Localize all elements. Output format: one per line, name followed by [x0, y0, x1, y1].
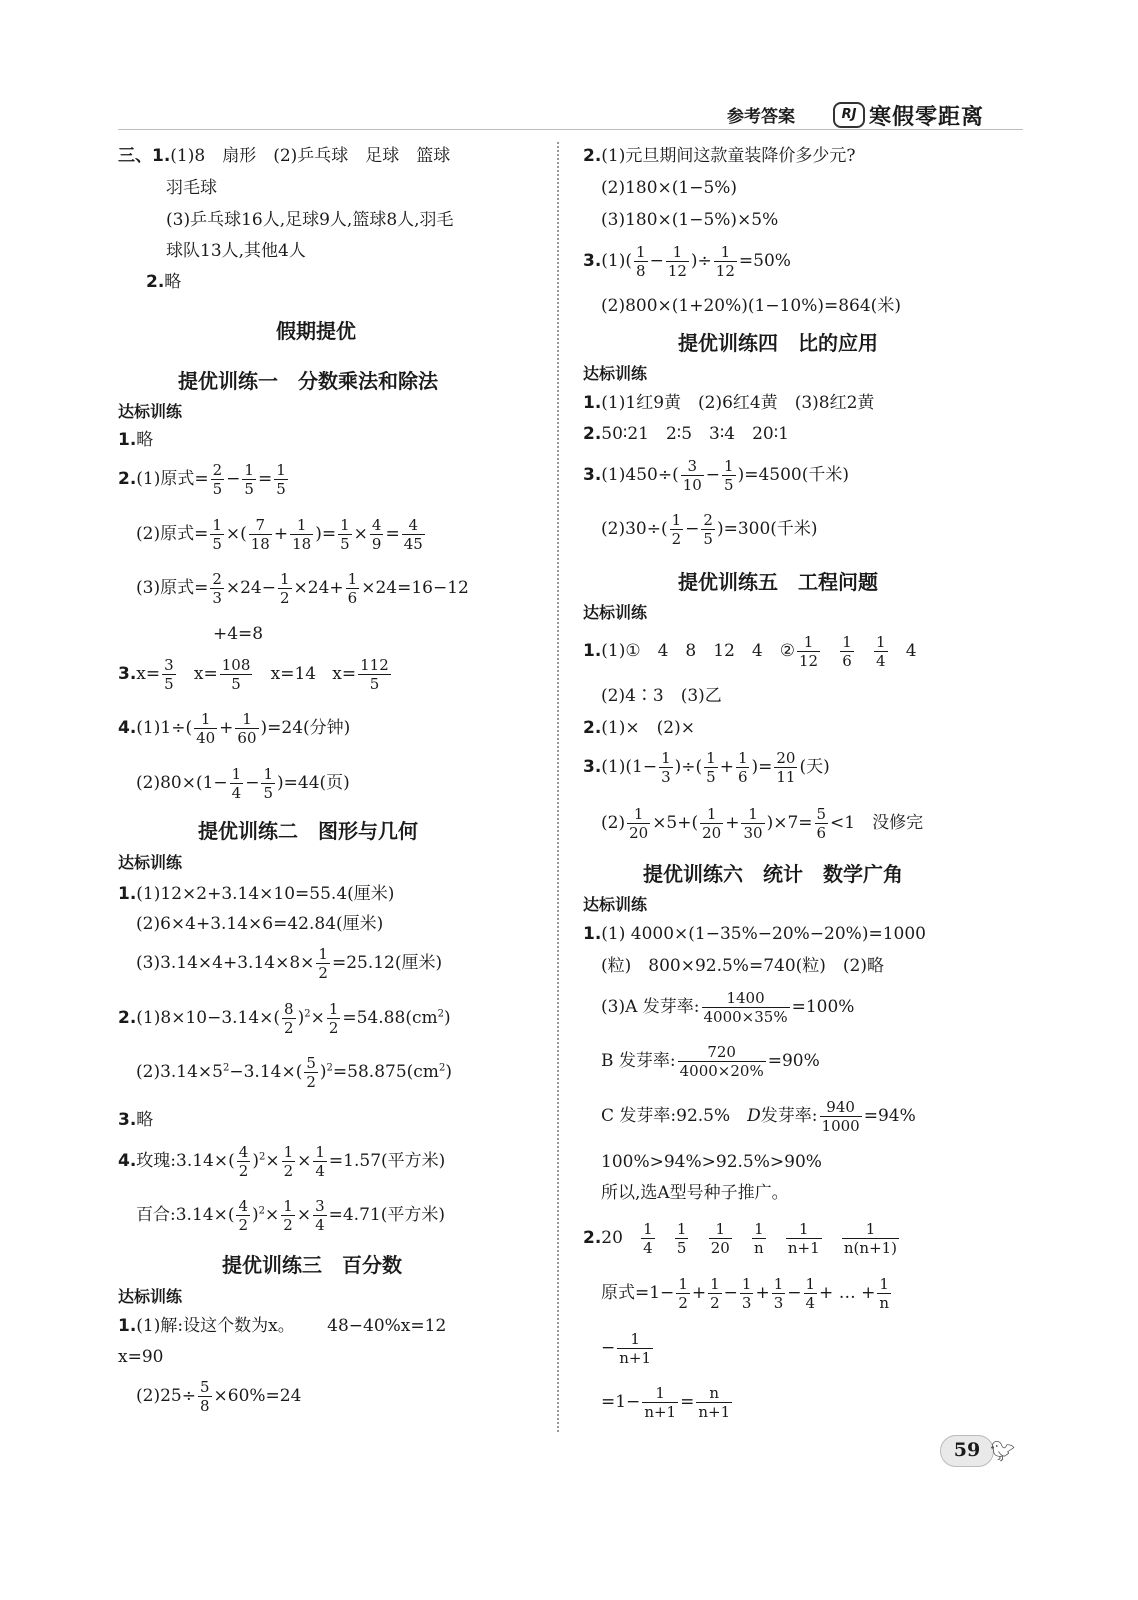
fraction: $\frac{1}{5}$	[244, 461, 254, 498]
section-subtitle: 达标训练	[118, 853, 183, 872]
answer-line: 3.(1)( $\frac{1}{8}$ − $\frac{1}{12}$ )÷ $\frac{1}{12}$ =50%	[583, 243, 791, 280]
answer-line: 所以,选A型号种子推广。	[601, 1183, 789, 1203]
answer-line: 2.50∶21 2∶5 3∶4 20∶1	[583, 424, 789, 444]
section-subtitle: 达标训练	[583, 603, 648, 622]
answer-line: (2) $\frac{1}{20}$ ×5+( $\frac{1}{20}$ + $\frac{1}{30}$ )×7= $\frac{5}{6}$ <1 没修完	[601, 805, 924, 842]
answer-line: (2)30÷( $\frac{1}{2}$ − $\frac{2}{5}$ )=300(千米)	[601, 511, 818, 548]
answer-line: 2.(1)× (2)×	[583, 718, 695, 738]
answer-line: 2.20 $\frac{1}{4}$ $\frac{1}{5}$ $\frac{1}{20}$ $\frac{1}{n}$ $\frac{1}{n+1}$ $\frac{1}{n(n+1)}$	[583, 1220, 898, 1257]
answer-line: (2)4∶3 (3)乙	[601, 686, 722, 706]
answer-line: 百合:3.14×( $\frac{4}{2}$ )$^2$× $\frac{1}{2}$ × $\frac{3}{4}$ =4.71(平方米)	[136, 1197, 445, 1234]
answer-line: 3.略	[118, 1110, 154, 1130]
page-number: 59	[953, 1439, 981, 1461]
section-title: 提优训练四 比的应用	[678, 331, 878, 355]
answer-line: 原式=1− $\frac{1}{2}$ + $\frac{1}{2}$ − $\frac{1}{3}$ + $\frac{1}{3}$ − $\frac{1}{4}$ + … + $\frac{1}{n}$	[601, 1275, 890, 1312]
answer-line: (2)80×(1− $\frac{1}{4}$ − $\frac{1}{5}$ )=44(页)	[136, 765, 350, 802]
answer-line: (2)25÷ $\frac{5}{8}$ ×60%=24	[136, 1378, 302, 1415]
section-title: 提优训练一 分数乘法和除法	[178, 369, 438, 393]
section-subtitle: 达标训练	[583, 364, 648, 383]
answer-line: (3)3.14×4+3.14×8× $\frac{1}{2}$ =25.12(厘米)	[136, 945, 443, 982]
section-title: 提优训练二 图形与几何	[198, 819, 418, 843]
header-label: 参考答案	[727, 107, 795, 127]
header-rule	[118, 129, 1023, 130]
column-divider	[557, 142, 559, 1432]
section-subtitle: 达标训练	[118, 1287, 183, 1306]
answer-line: (2)原式= $\frac{1}{5}$ ×( $\frac{7}{18}$ + $\frac{1}{18}$ )= $\frac{1}{5}$ × $\frac{4}{9}$ = $\frac{4}{45}$	[136, 516, 423, 553]
answer-line: 3.(1)450÷( $\frac{3}{10}$ − $\frac{1}{5}$ )=4500(千米)	[583, 457, 849, 494]
answer-line: (粒) 800×92.5%=740(粒) (2)略	[601, 956, 884, 976]
section-subtitle: 达标训练	[583, 895, 648, 914]
answer-line: (3)乒乓球16人,足球9人,篮球8人,羽毛	[166, 210, 454, 230]
answer-line: C 发芽率:92.5% D发芽率: $\frac{940}{1000}$ =94%	[601, 1098, 916, 1135]
answer-line: (3)180×(1−5%)×5%	[601, 210, 779, 230]
page-number-badge	[940, 1435, 1016, 1471]
answer-line: $(2)3.14\times 5^2-3.14\times$( $\frac{5}{2}$ )$^2=58.875(cm^2)$	[136, 1054, 452, 1091]
rj-badge: RJ	[833, 102, 865, 128]
fraction: $\frac{1}{5}$	[276, 461, 286, 498]
page-header	[725, 100, 1025, 130]
answer-line: (3)原式= $\frac{2}{3}$ ×24− $\frac{1}{2}$ ×24+ $\frac{1}{6}$ ×24=16−12	[136, 570, 469, 607]
section-title: 提优训练六 统计 数学广角	[643, 862, 903, 886]
answer-line: 3.x= $\frac{3}{5}$ x= $\frac{108}{5}$ x=14 x= $\frac{112}{5}$	[118, 656, 389, 693]
answer-line: 3.(1)(1− $\frac{1}{3}$ )÷( $\frac{1}{5}$ + $\frac{1}{6}$ )= $\frac{20}{11}$ (天)	[583, 749, 830, 786]
answer-line: x=90	[118, 1347, 164, 1367]
answer-line: 4.玫瑰:3.14×( $\frac{4}{2}$ )$^2$× $\frac{1}{2}$ × $\frac{1}{4}$ =1.57(平方米)	[118, 1143, 446, 1180]
answer-line: 2.(1)原式= $\frac{2}{5}$ − $\frac{1}{5}$ = $\frac{1}{5}$	[118, 461, 286, 498]
answer-line: B 发芽率: $\frac{720}{4000\times 20\%}$ =90%	[601, 1043, 820, 1080]
answer-line: (2)800×(1+20%)(1−10%)=864(米)	[601, 296, 901, 316]
answer-line: 1.略	[118, 430, 154, 450]
answer-line: 100%>94%>92.5%>90%	[601, 1152, 822, 1172]
bird-icon: 🐦︎	[990, 1439, 1016, 1463]
answer-line: (2)180×(1−5%)	[601, 178, 738, 198]
brand-logo-text: 寒假零距离	[869, 105, 985, 130]
section-title: 提优训练三 百分数	[222, 1253, 402, 1277]
fraction: $\frac{2}{5}$	[212, 461, 223, 498]
answer-line: 1.(1) 4000×(1−35%−20%−20%)=1000	[583, 924, 926, 944]
answer-line: 2.(1)元旦期间这款童装降价多少元?	[583, 146, 856, 166]
answer-line: +4=8	[213, 624, 264, 644]
answer-line: (2)6×4+3.14×6=42.84(厘米)	[136, 914, 384, 934]
answer-line: 球队13人,其他4人	[166, 241, 306, 261]
answer-line: (3)A 发芽率: $\frac{1400}{4000\times 35\%}$ =100%	[601, 989, 855, 1026]
answer-line: =1− $\frac{1}{n+1}$ = $\frac{n}{n+1}$	[601, 1384, 731, 1421]
section-big-title: 假期提优	[276, 319, 356, 343]
answer-line: − $\frac{1}{n+1}$	[601, 1330, 652, 1367]
answer-line: 1.(1)12×2+3.14×10=55.4(厘米)	[118, 884, 395, 904]
answer-line: 2.略	[146, 272, 182, 292]
answer-line: 1.(1)① 4 8 12 4 ② $\frac{1}{12}$ $\frac{1}{6}$ $\frac{1}{4}$ 4	[583, 633, 917, 670]
section-title: 提优训练五 工程问题	[678, 570, 878, 594]
answer-line: 4.(1)1÷( $\frac{1}{40}$ + $\frac{1}{60}$ )=24(分钟)	[118, 710, 351, 747]
answer-line: 1.(1)解:设这个数为x。 48−40%x=12	[118, 1316, 447, 1336]
section-subtitle: 达标训练	[118, 402, 183, 421]
answer-line: 羽毛球	[166, 178, 217, 198]
answer-line: 2.(1)8×10−3.14×( $\frac{8}{2}$ )$^2$× $\frac{1}{2}$ $=54.88(cm^2)$	[118, 1000, 451, 1037]
answer-line: 三、1.(1)8 扇形 (2)乒乓球 足球 篮球	[118, 146, 451, 166]
answer-line: 1.(1)1红9黄 (2)6红4黄 (3)8红2黄	[583, 393, 875, 413]
